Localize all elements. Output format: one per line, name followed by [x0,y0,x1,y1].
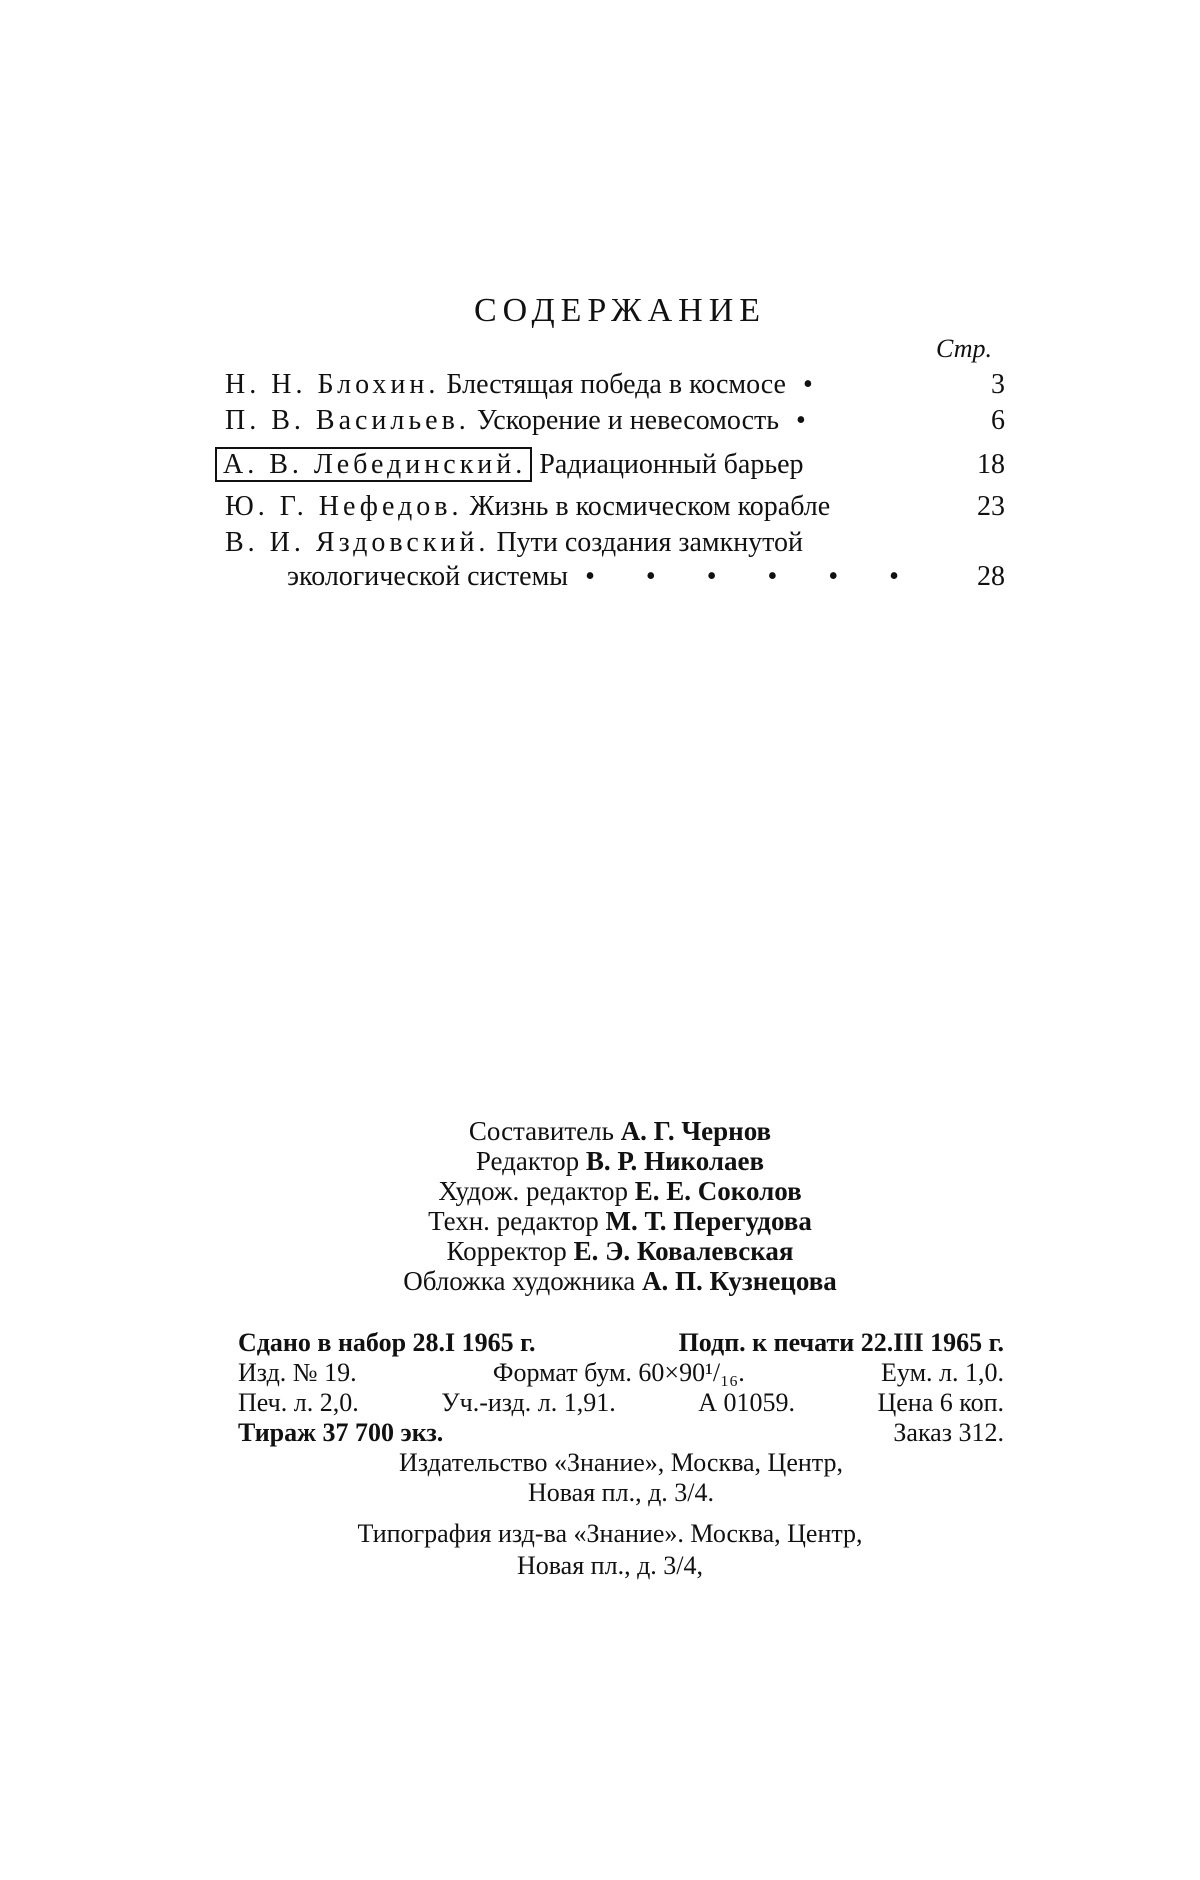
imprint-edition-number: Изд. № 19. [238,1358,357,1387]
imprint-price: Цена 6 коп. [877,1388,1004,1417]
credit-name: В. Р. Николаев [585,1146,765,1176]
printer-name: Типография изд-ва «Знание». Москва, Центр, [357,1519,863,1548]
imprint-print-sheets: Печ. л. 2,0. [238,1388,359,1417]
toc-entry-page: 28 [977,561,1005,592]
imprint-code: А 01059. [698,1388,796,1417]
imprint-sheets: Еум. л. 1,0. [881,1358,1004,1387]
toc-entry-author: Н. Н. Блохин. [225,369,440,400]
imprint-typeset-date: Сдано в набор 28.I 1965 г. [238,1328,536,1357]
credit-role: Редактор [475,1146,580,1176]
credit-line [40,1206,1200,1236]
toc-page-column-label: Стр. [936,334,992,363]
toc-entry-title: Ускорение и невесомость [476,405,780,436]
imprint-row-dates [238,1328,1004,1358]
toc-entry-page: 18 [977,449,1005,480]
imprint-row-run [238,1418,1004,1448]
toc-entry[interactable] [225,404,1005,438]
credits-block [0,1116,1200,1296]
imprint-paper-format: Формат бум. 60×90¹/₁₆. [492,1358,745,1387]
imprint-publisher-address: Новая пл., д. 3/4. [527,1478,715,1507]
imprint-print-run: Тираж 37 700 экз. [238,1418,444,1447]
credit-role: Худож. редактор [438,1176,629,1206]
toc-entry-highlighted[interactable] [225,448,1005,482]
toc-entry-leader: • [796,405,828,436]
toc-entry-page: 23 [977,491,1005,522]
toc-entry[interactable] [225,368,1005,402]
credit-line [40,1146,1200,1176]
credit-name: А. Г. Чернов [620,1116,772,1146]
toc-entry-title: Радиационный барьер [539,449,804,480]
imprint-row-format [238,1358,1004,1388]
toc-entry-leader: • [803,369,835,400]
credit-role: Составитель [468,1116,614,1146]
credit-name: М. Т. Перегудова [605,1206,812,1236]
printer-address: Новая пл., д. 3/4, [516,1551,704,1580]
credit-role: Техн. редактор [428,1206,599,1236]
imprint-publisher: Издательство «Знание», Москва, Центр, [399,1448,843,1477]
toc-entry-page: 6 [991,405,1005,436]
credit-name: Е. Е. Соколов [634,1176,802,1206]
credit-role: Обложка художника [403,1266,636,1296]
credit-role: Корректор [446,1236,567,1266]
toc-entry-leader: • • • • • • [585,561,921,592]
credit-line [40,1176,1200,1206]
credit-line [40,1116,1200,1146]
credit-name: А. П. Кузнецова [642,1266,837,1296]
toc-entry-title: Пути создания замкнутой [496,527,804,558]
toc-entry-title-continuation: экологической системы [287,561,569,592]
imprint-print-date: Подп. к печати 22.III 1965 г. [678,1328,1004,1357]
imprint-order: Заказ 312. [893,1418,1004,1447]
toc-entry-page: 3 [991,369,1005,400]
imprint-publisher-sheets: Уч.-изд. л. 1,91. [441,1388,616,1417]
credit-line [40,1236,1200,1266]
toc-entry-author: Ю. Г. Нефедов. [225,491,463,522]
printer-block [0,1518,1200,1582]
credit-name: Е. Э. Ковалевская [573,1236,794,1266]
toc-entry-title: Блестящая победа в космосе [446,369,786,400]
imprint-block [238,1328,1004,1508]
credit-line [40,1266,1200,1296]
toc-entry-author: В. И. Яздовский. [225,527,490,558]
toc-heading: СОДЕРЖАНИЕ [473,292,767,329]
toc-entry[interactable] [225,490,1005,524]
toc-entry[interactable] [225,526,1005,594]
table-of-contents [225,368,1005,596]
imprint-row-print [238,1388,1004,1418]
toc-entry-author: П. В. Васильев. [225,405,470,436]
toc-entry-title: Жизнь в космическом корабле [469,491,831,522]
toc-entry-author-boxed: А. В. Лебединский. [215,447,532,482]
